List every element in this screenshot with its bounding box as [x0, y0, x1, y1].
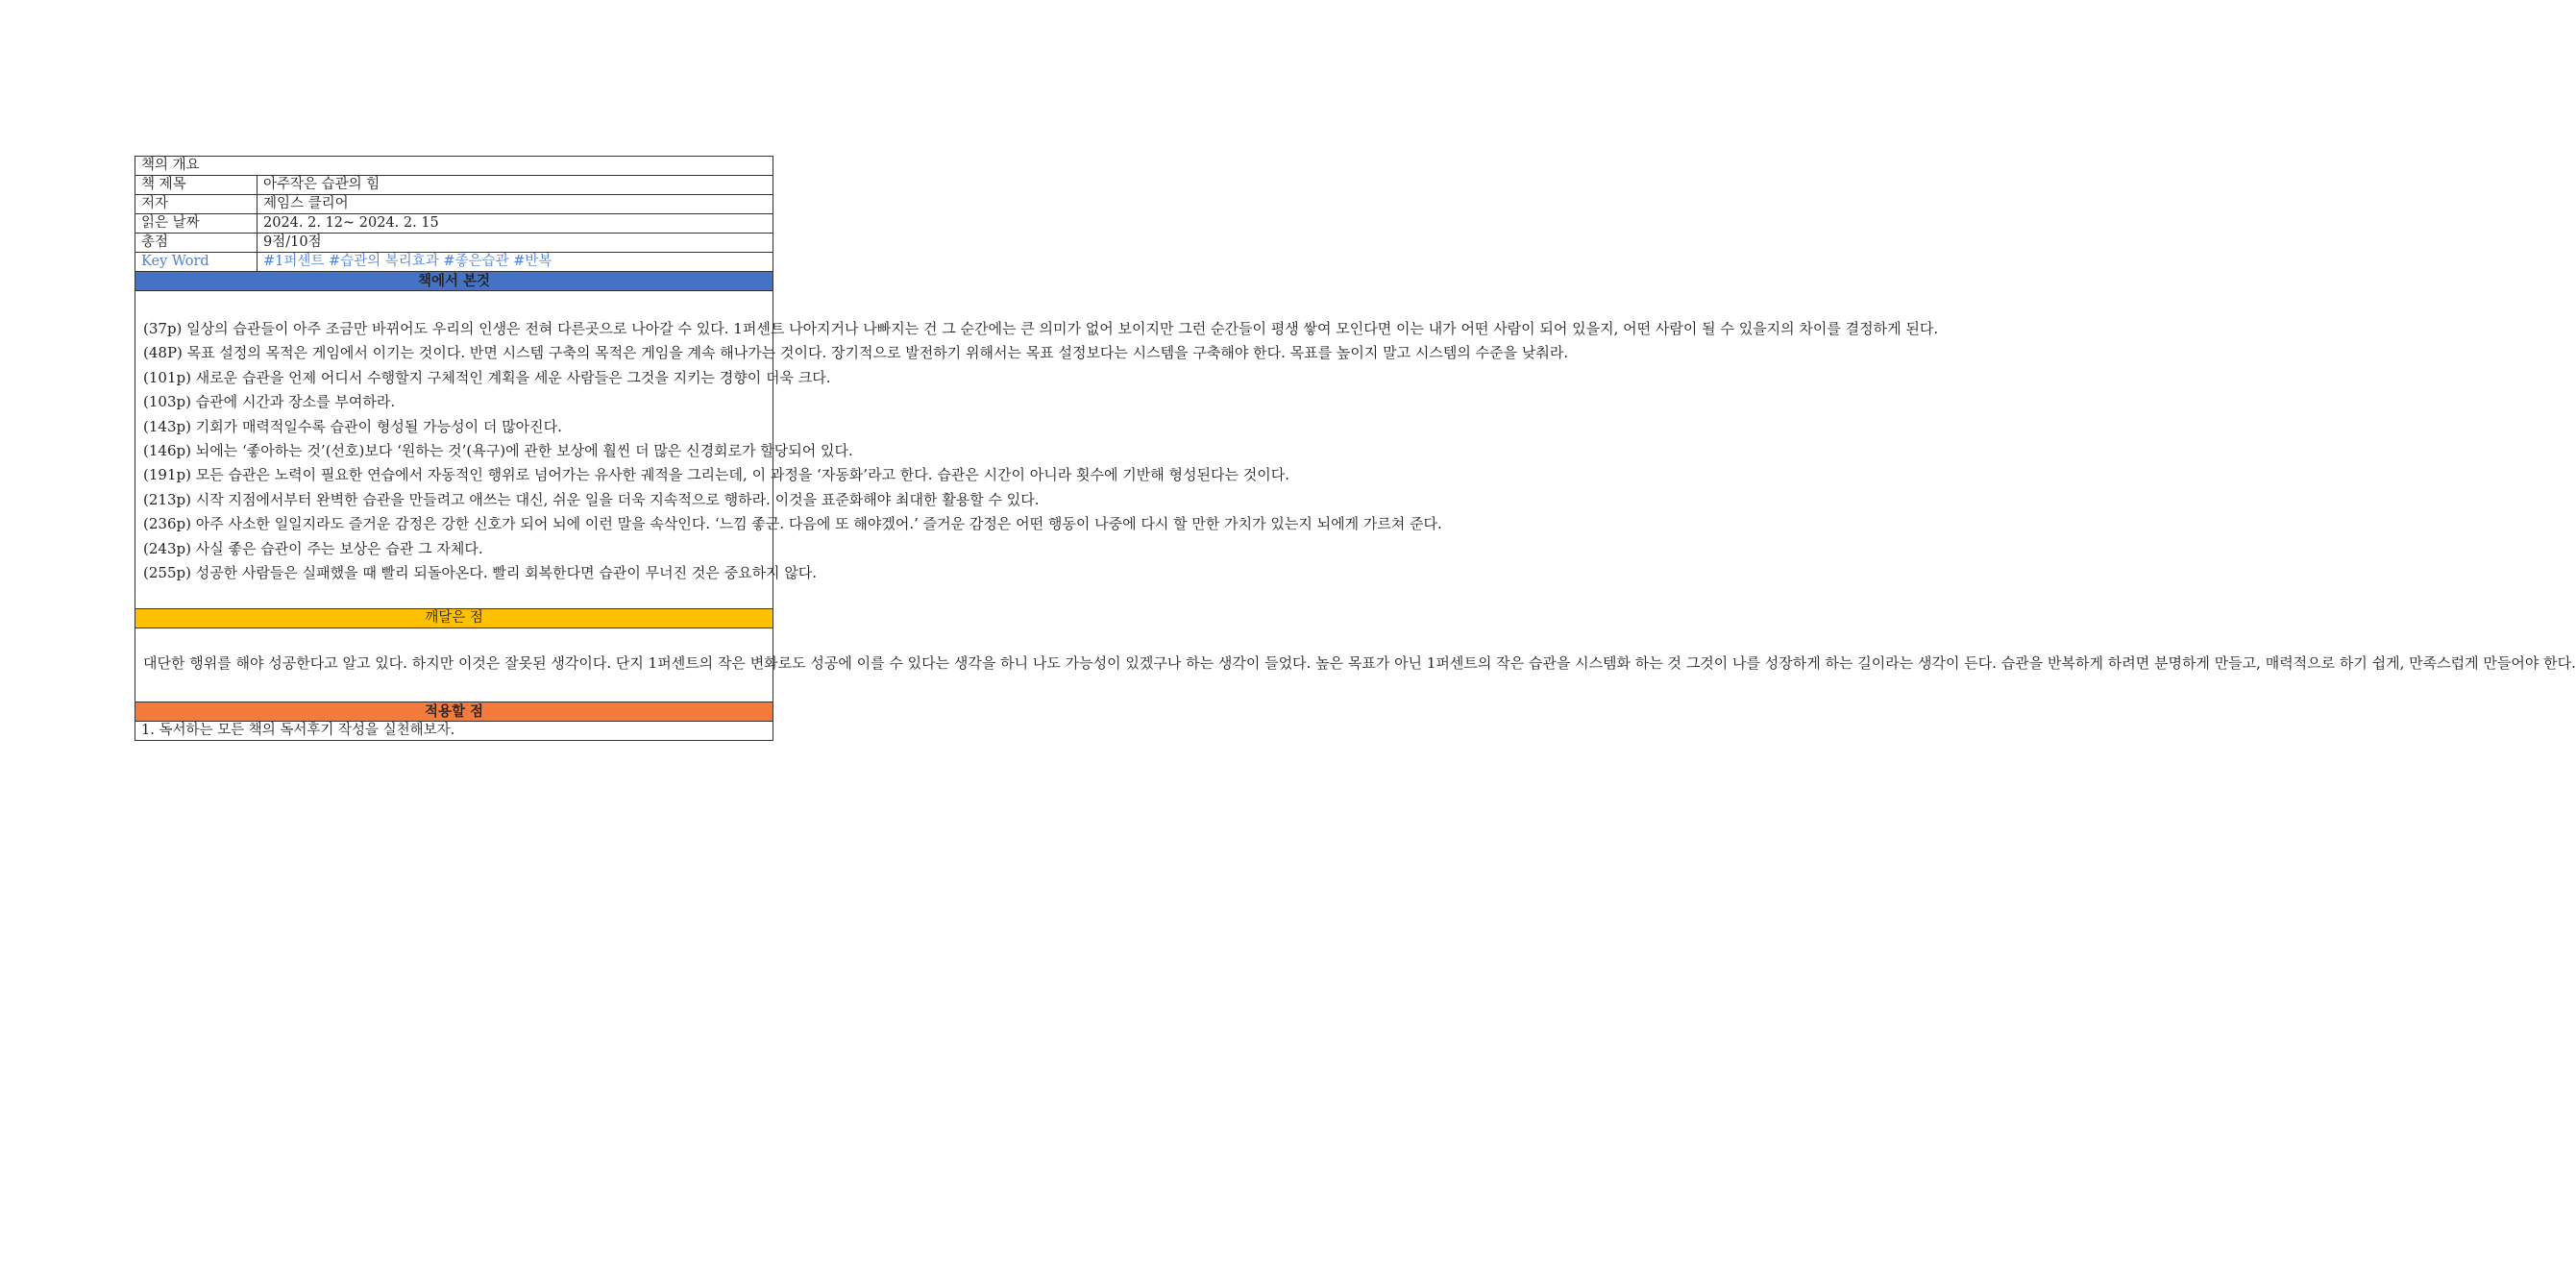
section-seen-header: 책에서 본것	[135, 272, 773, 291]
reading-report	[135, 156, 2576, 741]
value-book-title: 아주작은 습관의 힘	[258, 176, 773, 195]
row-book-title	[135, 176, 773, 195]
label-book-title: 책 제목	[135, 176, 258, 195]
section-learned-header: 깨달은 점	[135, 609, 773, 628]
quote-item: (103p) 습관에 시간과 장소를 부여하라.	[143, 393, 396, 411]
label-author: 저자	[135, 195, 258, 214]
value-author: 제임스 클리어	[258, 195, 773, 214]
row-read-date	[135, 214, 773, 234]
label-score: 총점	[135, 234, 258, 253]
section-learned-body	[135, 628, 2576, 702]
row-author	[135, 195, 773, 214]
quote-item: (37p) 일상의 습관들이 아주 조금만 바뀌어도 우리의 인생은 전혀 다른곳으로 나아갈 수 있다. 1퍼센트 나아지거나 나빠지는 건 그 순간에는 큰 의미가 없어 보이지만 그런 순간들이 평생 쌓여 모인다면 이는 내가 어떤 사람이 되어 있을지, 어떤 사람이 될 수 있을지의 차이를 결정하게 된다.	[143, 320, 1939, 337]
quote-item: (255p) 성공한 사람들은 실패했을 때 빨리 되돌아온다. 빨리 회복한다면 습관이 무너진 것은 중요하지 않다.	[143, 564, 818, 582]
value-read-date: 2024. 2. 12~ 2024. 2. 15	[258, 214, 773, 234]
quote-item: (236p) 아주 사소한 일일지라도 즐거운 감정은 강한 신호가 되어 뇌에 이런 말을 속삭인다. ‘느낌 좋군. 다음에 또 해야겠어.’ 즐거운 감정은 어떤 행동이 나중에 다시 할 만한 가치가 있는지 뇌에게 가르쳐 준다.	[143, 515, 1442, 533]
quote-item: (146p) 뇌에는 ‘좋아하는 것’(선호)보다 ‘원하는 것’(욕구)에 관한 보상에 훨씬 더 많은 신경회로가 할당되어 있다.	[143, 442, 853, 460]
quote-item: (101p) 새로운 습관을 언제 어디서 수행할지 구체적인 계획을 세운 사람들은 그것을 지키는 경향이 더욱 크다.	[143, 368, 831, 386]
section-seen-body	[135, 291, 1939, 609]
quote-item: (243p) 사실 좋은 습관이 주는 보상은 습관 그 자체다.	[143, 539, 483, 557]
quotes-list	[141, 291, 1939, 608]
report-table	[135, 156, 2576, 741]
quote-item: (191p) 모든 습관은 노력이 필요한 연습에서 자동적인 행위로 넘어가는 유사한 궤적을 그리는데, 이 과정을 ‘자동화’라고 한다. 습관은 시간이 아니라 횟수에 기반해 형성된다는 것이다.	[143, 466, 1289, 484]
quote-item: (143p) 기회가 매력적일수록 습관이 형성될 가능성이 더 많아진다.	[143, 417, 562, 435]
label-keyword: Key Word	[135, 253, 258, 272]
overview-title: 책의 개요	[135, 157, 773, 176]
quote-item: (48P) 목표 설정의 목적은 게임에서 이기는 것이다. 반면 시스템 구축의 목적은 게임을 계속 해나가는 것이다. 장기적으로 발전하기 위해서는 목표 설정보다는 시스템을 구축해야 한다. 목표를 높이지 말고 시스템의 수준을 낮춰라.	[143, 344, 1569, 362]
value-score: 9점/10점	[258, 234, 773, 253]
row-score	[135, 234, 773, 253]
quote-item: (213p) 시작 지점에서부터 완벽한 습관을 만들려고 애쓰는 대신, 쉬운 일을 더욱 지속적으로 행하라. 이것을 표준화해야 최대한 활용할 수 있다.	[143, 490, 1040, 508]
row-keyword	[135, 253, 773, 272]
section-apply-header: 적용할 점	[135, 702, 773, 721]
value-keyword: #1퍼센트 #습관의 복리효과 #좋은습관 #반복	[258, 253, 773, 272]
apply-item: 1. 독서하는 모든 책의 독서후기 작성을 실천해보자.	[135, 721, 773, 740]
reflection-text: 대단한 행위를 해야 성공한다고 알고 있다. 하지만 이것은 잘못된 생각이다. 단지 1퍼센트의 작은 변화로도 성공에 이를 수 있다는 생각을 하니 나도 가능성이 있겠구나 하는 생각이 들었다. 높은 목표가 아닌 1퍼센트의 작은 습관을 시스템화 하는 것 그것이 나를 성장하게 하는 길이라는 생각이 든다. 습관을 반복하게 하려면 분명하게 만들고, 매력적으로 하기 쉽게, 만족스럽게 만들어야 한다.	[143, 654, 2576, 673]
label-read-date: 읽은 날짜	[135, 214, 258, 234]
